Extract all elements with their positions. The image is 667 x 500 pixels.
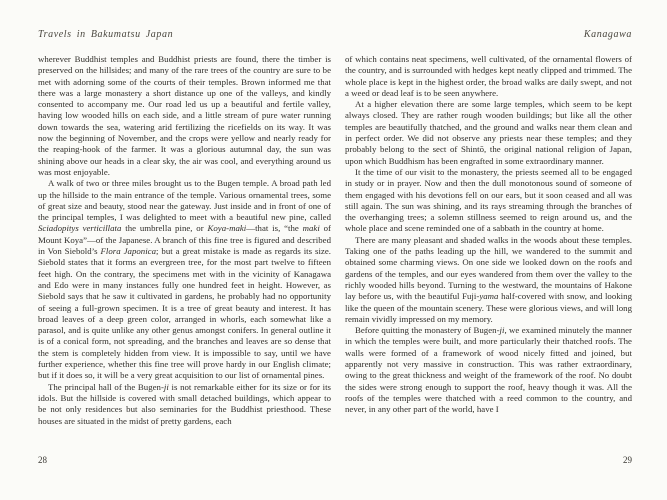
paragraph: At a higher elevation there are some large temples, which seem to be kept always closed. They are rather rough wooden buildings; but like all the other temples are beautifully thatched, and the ground and walks near them clean and in perfect order. We did not observe any priests near these temples; and they probably belong to the sect of Shintō, the original national religion of Japan, upon which Buddhism has been engrafted in some extraordinary manner. (345, 99, 632, 166)
running-head-chapter: Kanagawa (583, 29, 632, 40)
page-number-left: 28 (38, 455, 47, 465)
paragraph: of which contains neat specimens, well cultivated, of the ornamental flowers of the country, and is surrounded with hedges kept neatly clipped and trimmed. The whole place is kept in the highest order, the broad walks are daily swept, and not a weed or dead leaf is to be seen anywhere. (345, 54, 632, 98)
page-left (38, 0, 331, 500)
running-head-book-title: Travels in Bakumatsu Japan (38, 29, 174, 40)
paragraph: Before quitting the monastery of Bugen-ji, we examined minutely the manner in which the temples were built, and more particularly their thatched roofs. The walls were formed of a framework of wood nicely fitted and joined, but apparently not very massive in construction. This was rather extraordinary, owing to the great thickness and weight of the framework of the roof. No doubt the sides were strong enough to support the roof, heavy though it was. All the roofs of the temples were thatched with a reed common to the country, and never, in any other part of the world, have I (345, 325, 632, 415)
paragraph: wherever Buddhist temples and Buddhist priests are found, there the timber is preserved on the hillsides; and many of the rare trees of the country are sure to be met with adorning some of the courts of their temples. Brown informed me that there was a large monastery a short distance up one of the valleys, and kindly consented to accompany me. Our road led us up a beautiful and fertile valley, having low wooded hills on each side, and a little stream of pure water running down towards the sea, watering arid fertilizing the ricefields on its way. It was now the beginning of November, and the crops were yellow and nearly ready for the reaping-hook of the farmer. It was a glorious autumnal day, the sun was shining above our heads in a clear sky, the air was cool, and everything around us was most enjoyable. (38, 54, 331, 177)
page-right (345, 0, 632, 500)
paragraph: A walk of two or three miles brought us to the Bugen temple. A broad path led up the hillside to the main entrance of the temple. Various ornamental trees, some of great size and beauty, stood near the gateway. Just inside and in front of one of the principal temples, I was delighted to meet with a beautiful new pine, called Sciadopitys verticillata the umbrella pine, or Koya-maki—that is, “the maki of Mount Koya”—of the Japanese. A branch of this fine tree is figured and described in Von Siebold’s Flora Japonica; but a great mistake is made as regards its size. Siebold states that it forms an evergreen tree, for the most part twelve to fifteen feet high. On the contrary, the specimens met with in the vicinity of Kanagawa and Edo were in many instances fully one hundred feet in height. However, as Siebold says that he saw it cultivated in gardens, he probably had no opportunity of seeing a full-grown specimen. It is a tree of great beauty and interest. It has broad leaves of a deep green color, arranged in whorls, each somewhat like a parasol, and is quite unlike any other genus amongst conifers. In general outline it is of a conical form, not spreading, and the branches and leaves are so dense that the stem is completely hidden from view. It is impossible to say, until we have further experience, whether this fine tree will prove hardy in our English climate; but if it does so, it will be a very great acquisition to our list of ornamental pines. (38, 178, 331, 381)
paragraph: It the time of our visit to the monastery, the priests seemed all to be engaged in study or in prayer. Now and then the dull monotonous sound of someone of them engaged with his devotions fell on our ears, but it soon ceased and all was still again. The sun was shining, and its rays streaming through the branches of the overhanging trees; a solemn stillness seemed to reign around us, and the whole place and scene reminded one of a sabbath in the country at home. (345, 166, 632, 234)
paragraph: The principal hall of the Bugen-ji is not remarkable either for its size or for its idols. But the hillside is covered with small detached buildings, which appear to be not only residences but also seminaries for the Buddhist priesthood. These houses are situated in the midst of pretty gardens, each (38, 381, 331, 426)
page-left-body (38, 54, 331, 427)
page-right-body (345, 54, 632, 416)
paragraph: There are many pleasant and shaded walks in the woods about these temples. Taking one of the paths leading up the hill, we wandered to the summit and obtained some charming views. On one side we looked down on the roofs and gardens of the temples, and our eyes wandered from them over the valley to the richly wooded hills beyond. Turning to the westward, the mountains of Hakone lay before us, with the beautiful Fuji-yama half-covered with snow, and looking like the queen of the mountain scenery. These were glorious views, and will long remain vividly impressed on my memory. (345, 234, 632, 324)
page-number-right: 29 (623, 455, 632, 465)
